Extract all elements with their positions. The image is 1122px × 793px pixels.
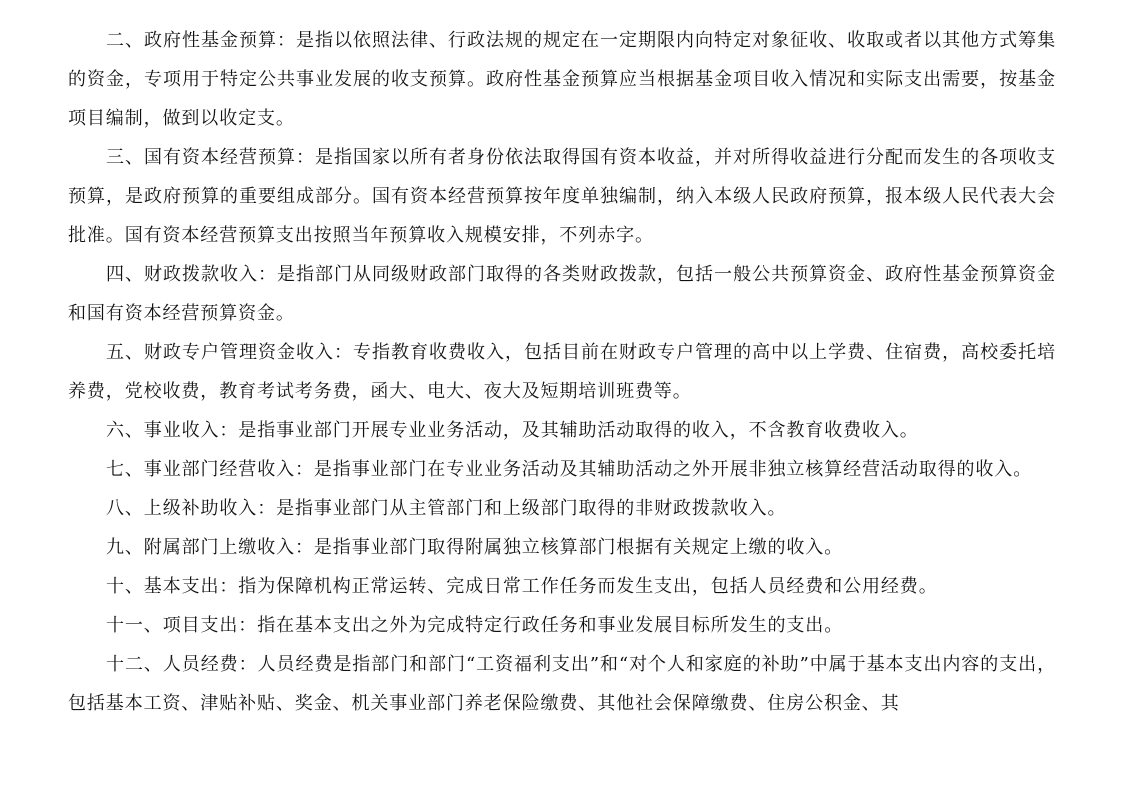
paragraph-fiscal-appropriation-income: 四、财政拨款收入：是指部门从同级财政部门取得的各类财政拨款，包括一般公共预算资金、政府性基金预算资金和国有资本经营预算资金。 (68, 264, 1056, 324)
paragraph-government-fund-budget: 二、政府性基金预算：是指以依照法律、行政法规的规定在一定期限内向特定对象征收、收取或者以其他方式筹集的资金，专项用于特定公共事业发展的收支预算。政府性基金预算应当根据基金项目收入情况和实际支出需要，按基金项目编制，做到以收定支。 (68, 30, 1056, 129)
paragraph-business-income: 六、事业收入：是指事业部门开展专业业务活动，及其辅助活动取得的收入，不含教育收费收入。 (106, 420, 919, 441)
paragraph-personnel-expenses: 十二、人员经费：人员经费是指部门和部门“工资福利支出”和“对个人和家庭的补助”中属于基本支出内容的支出，包括基本工资、津贴补贴、奖金、机关事业部门养老保险缴费、其他社会保障缴费、住房公积金、其 (68, 654, 1056, 714)
paragraph-affiliate-turnover-income: 九、附属部门上缴收入：是指事业部门取得附属独立核算部门根据有关规定上缴的收入。 (106, 537, 844, 558)
paragraph-superior-subsidy-income: 八、上级补助收入：是指事业部门从主管部门和上级部门取得的非财政拨款收入。 (106, 498, 787, 519)
paragraph-special-account-income: 五、财政专户管理资金收入：专指教育收费收入，包括目前在财政专户管理的高中以上学费、住宿费，高校委托培养费，党校收费，教育考试考务费，函大、电大、夜大及短期培训班费等。 (68, 342, 1056, 402)
document-page (68, 21, 1056, 723)
paragraph-state-capital-budget: 三、国有资本经营预算：是指国家以所有者身份依法取得国有资本收益，并对所得收益进行分配而发生的各项收支预算，是政府预算的重要组成部分。国有资本经营预算按年度单独编制，纳入本级人民政府预算，报本级人民代表大会批准。国有资本经营预算支出按照当年预算收入规模安排，不列赤字。 (68, 147, 1056, 246)
paragraph-operating-income: 七、事业部门经营收入：是指事业部门在专业业务活动及其辅助活动之外开展非独立核算经营活动取得的收入。 (106, 459, 1033, 480)
paragraph-project-expenditure: 十一、项目支出：指在基本支出之外为完成特定行政任务和事业发展目标所发生的支出。 (106, 615, 844, 636)
paragraph-basic-expenditure: 十、基本支出：指为保障机构正常运转、完成日常工作任务而发生支出，包括人员经费和公用经费。 (106, 576, 938, 597)
